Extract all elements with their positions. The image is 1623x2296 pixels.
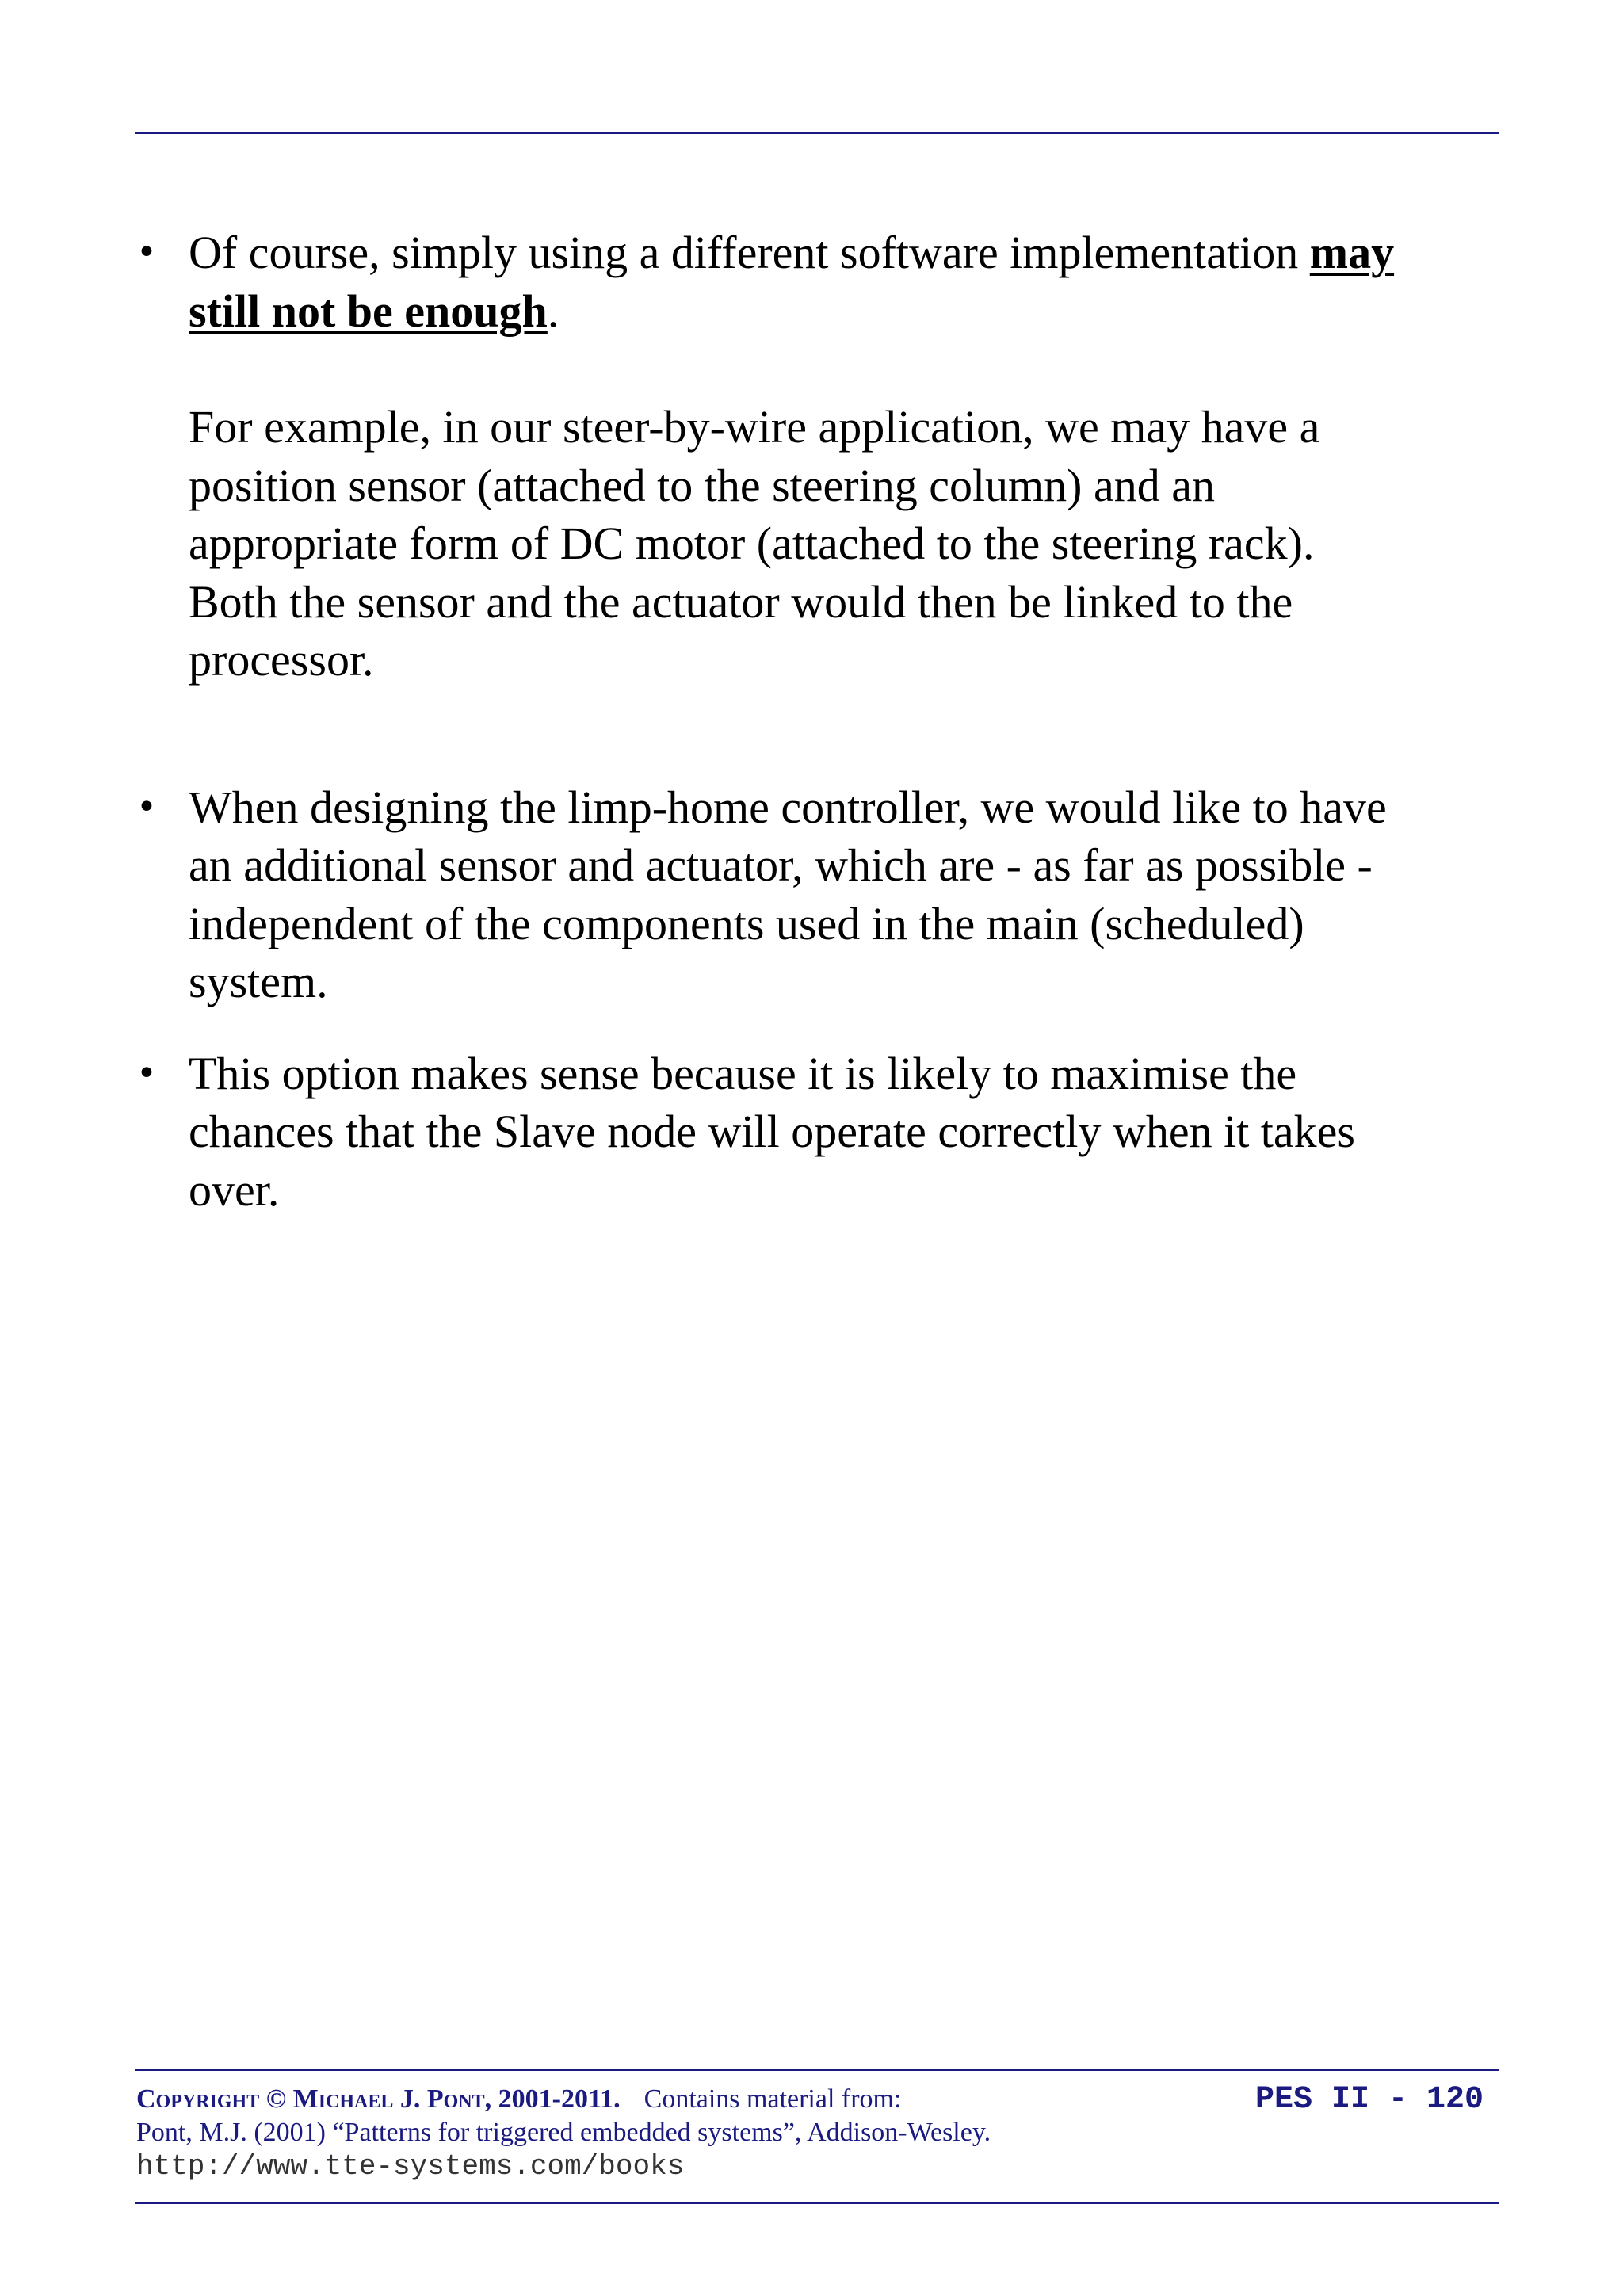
footer-copyright: Copyright © Michael J. Pont, 2001-2011. [136, 2084, 621, 2114]
slide-content [136, 223, 1404, 1219]
bullet-2-text: When designing the limp-home controller, we would like to have an additional sensor and actuator, which are - as far as possible - independent of the components used in the main (scheduled) system. [189, 781, 1387, 1007]
bullet-1-period: . [547, 285, 559, 337]
footer-top-rule [135, 2069, 1499, 2071]
bullet-item-2 [136, 778, 1404, 1011]
footer-bottom-rule [135, 2202, 1499, 2204]
bullet-1-text: Of course, simply using a different software implementation [189, 227, 1310, 278]
bullet-item-1 [136, 223, 1404, 690]
footer-citation: Pont, M.J. (2001) “Patterns for triggered embedded systems”, Addison-Wesley. [136, 2118, 991, 2147]
bullet-icon: • [136, 1052, 157, 1094]
footer-url: http://www.tte-systems.com/books [136, 2150, 685, 2183]
page-id: PES II - 120 [1254, 2082, 1484, 2118]
footer-contains: Contains material from: [643, 2084, 902, 2114]
bullet-icon: • [136, 786, 157, 827]
bullet-3-text: This option makes sense because it is likely to maximise the chances that the Slave node will operate correctly when it takes over. [189, 1047, 1355, 1216]
bullet-icon: • [136, 232, 157, 273]
bullet-1-paragraph-1 [189, 223, 1404, 340]
bullet-item-3 [136, 1045, 1404, 1220]
bullet-1-paragraph-2: For example, in our steer-by-wire application, we may have a position sensor (attached to the steering column) and an appropriate form of DC motor (attached to the steering rack). Both the sensor and the actuator would then be linked to the processor. [189, 401, 1320, 686]
bullet-1-emphasis: may still not be enough [189, 227, 1395, 337]
header-rule [135, 132, 1499, 134]
